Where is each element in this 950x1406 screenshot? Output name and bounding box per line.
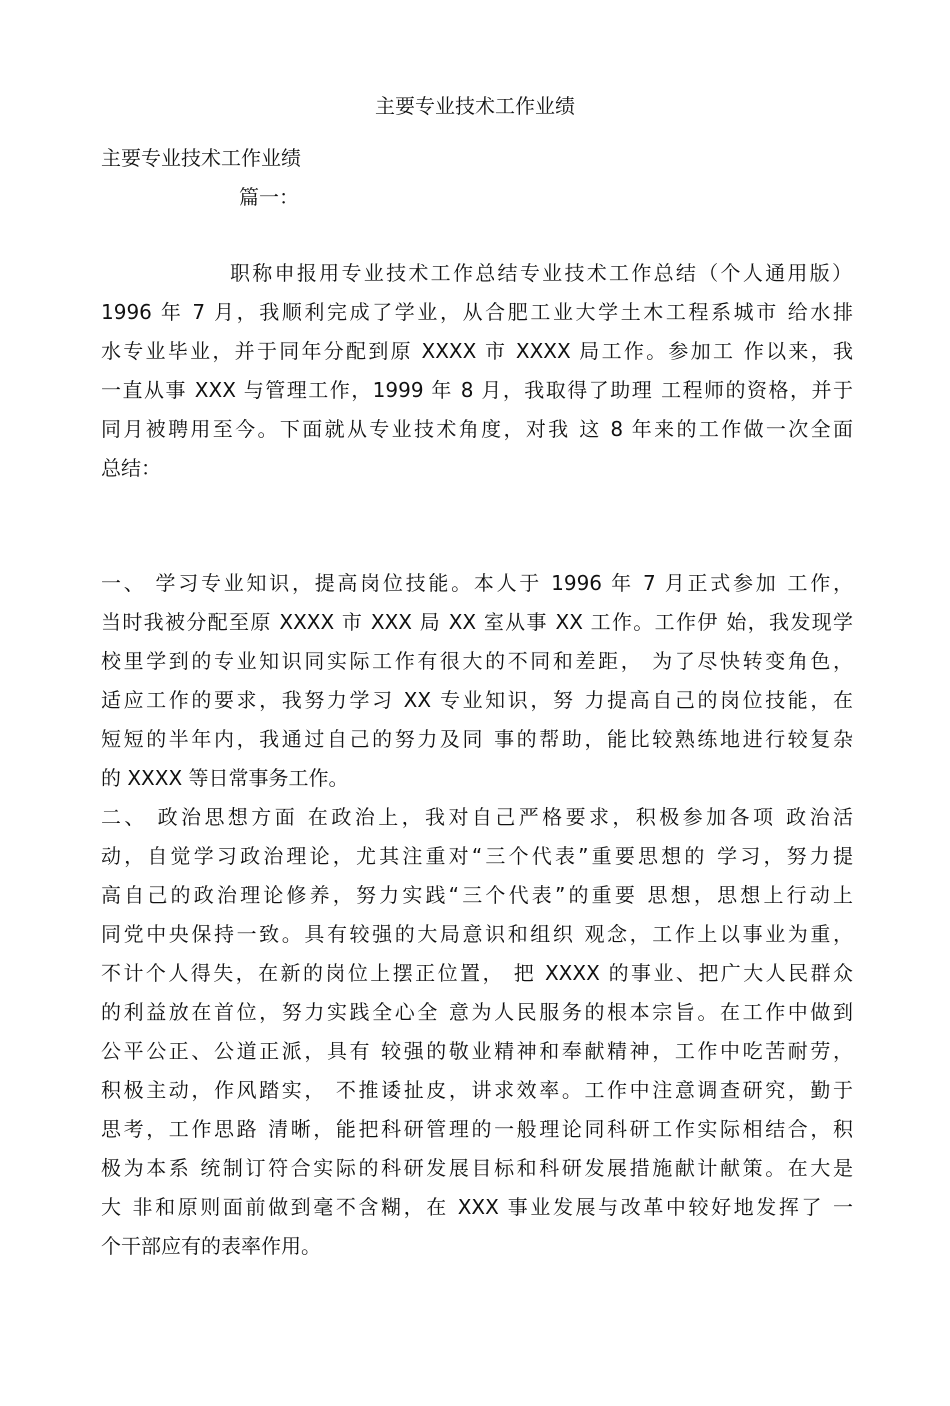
- paragraph-line: 同月被聘用至今。下面就从专业技术角度，对我 这 8 年来的工作做一次全面: [101, 417, 853, 441]
- paragraph-line: 不计个人得失，在新的岗位上摆正位置， 把 XXXX 的事业、把广大人民群众: [101, 961, 853, 985]
- paragraph-line: 的利益放在首位，努力实践全心全 意为人民服务的根本宗旨。在工作中做到: [101, 1000, 853, 1024]
- paragraph-line: 校里学到的专业知识同实际工作有很大的不同和差距， 为了尽快转变角色，: [101, 649, 853, 673]
- paragraph-line: 思考，工作思路 清晰，能把科研管理的一般理论同科研工作实际相结合，积: [101, 1117, 853, 1141]
- paragraph-line: 动，自觉学习政治理论，尤其注重对“三个代表”重要思想的 学习，努力提: [101, 844, 853, 868]
- paragraph-line: 的 XXXX 等日常事务工作。: [101, 766, 349, 790]
- paragraph-line: 当时我被分配至原 XXXX 市 XXX 局 XX 室从事 XX 工作。工作伊 始，我发现学: [101, 610, 853, 634]
- document-subtitle: 主要专业技术工作业绩: [101, 146, 301, 170]
- part-label: 篇一：: [239, 185, 299, 209]
- intro-heading-line: 职称申报用专业技术工作总结专业技术工作总结（个人通用版）: [230, 261, 852, 285]
- paragraph-line: 个干部应有的表率作用。: [101, 1234, 321, 1258]
- paragraph-line: 积极主动，作风踏实， 不推诿扯皮，讲求效率。工作中注意调查研究，勤于: [101, 1078, 853, 1102]
- section1-heading-line: 一、 学习专业知识，提高岗位技能。本人于 1996 年 7 月正式参加 工作，: [101, 571, 853, 595]
- document-title: 主要专业技术工作业绩: [375, 94, 575, 118]
- paragraph-line: 1996 年 7 月，我顺利完成了学业，从合肥工业大学土木工程系城市 给水排: [101, 300, 853, 324]
- paragraph-line: 极为本系 统制订符合实际的科研发展目标和科研发展措施献计献策。在大是: [101, 1156, 853, 1180]
- paragraph-line: 一直从事 XXX 与管理工作，1999 年 8 月，我取得了助理 工程师的资格，并于: [101, 378, 853, 402]
- paragraph-line: 短短的半年内，我通过自己的努力及同 事的帮助，能比较熟练地进行较复杂: [101, 727, 853, 751]
- paragraph-line: 公平公正、公道正派，具有 较强的敬业精神和奉献精神，工作中吃苦耐劳，: [101, 1039, 853, 1063]
- paragraph-line: 同党中央保持一致。具有较强的大局意识和组织 观念，工作上以事业为重，: [101, 922, 853, 946]
- section2-heading-line: 二、 政治思想方面 在政治上，我对自己严格要求，积极参加各项 政治活: [101, 805, 853, 829]
- paragraph-line: 适应工作的要求，我努力学习 XX 专业知识，努 力提高自己的岗位技能，在: [101, 688, 853, 712]
- paragraph-line: 总结：: [101, 456, 161, 480]
- paragraph-line: 大 非和原则面前做到毫不含糊，在 XXX 事业发展与改革中较好地发挥了 一: [101, 1195, 853, 1219]
- paragraph-line: 水专业毕业，并于同年分配到原 XXXX 市 XXXX 局工作。参加工 作以来，我: [101, 339, 853, 363]
- paragraph-line: 高自己的政治理论修养，努力实践“三个代表”的重要 思想，思想上行动上: [101, 883, 853, 907]
